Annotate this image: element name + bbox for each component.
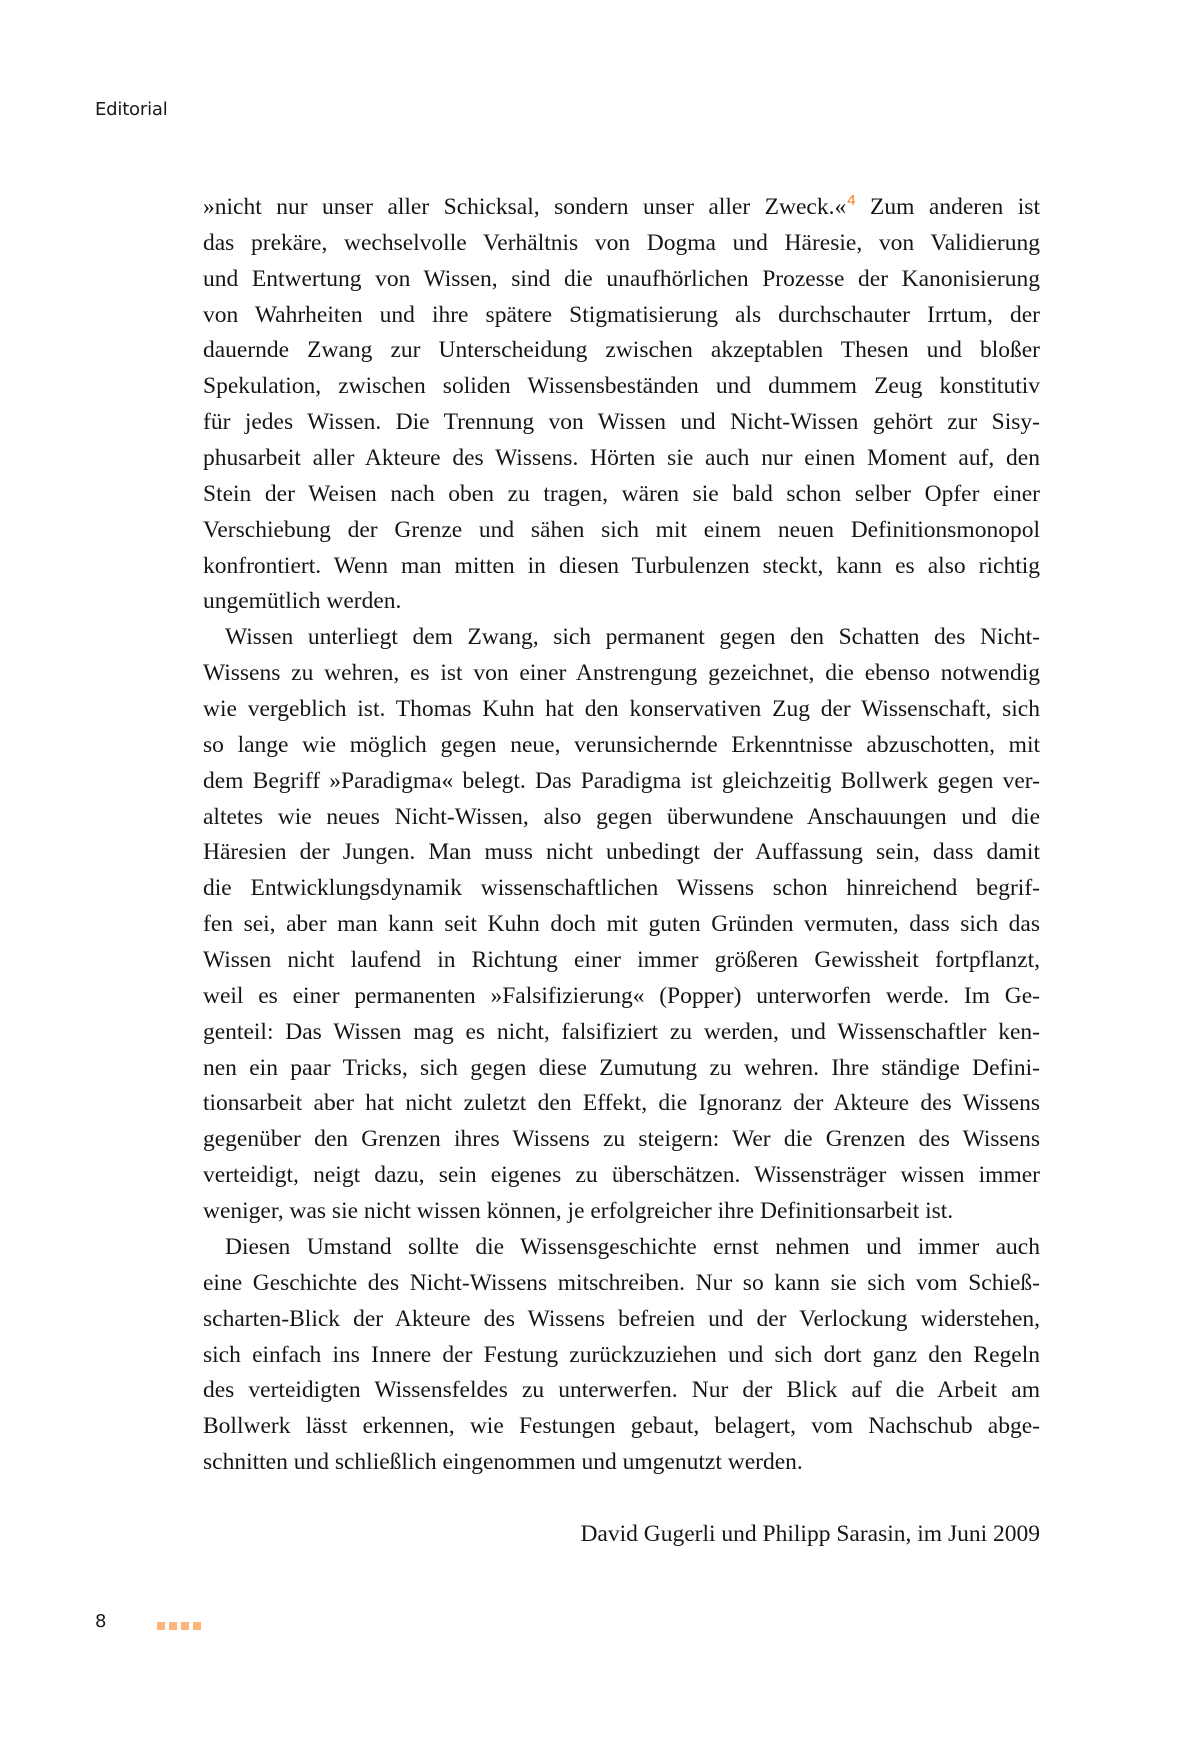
text-line: ungemütlich werden. (203, 588, 402, 615)
paragraph-3 (203, 1230, 1040, 1481)
text-line: nen ein paar Tricks, sich gegen diese Zumutung zu wehren. Ihre ständige Defini- (203, 1054, 1040, 1081)
text-line: weniger, was sie nicht wissen können, je erfolgreicher ihre Definitionsarbeit ist. (203, 1198, 954, 1225)
text-line: und Entwertung von Wissen, sind die unaufhörlichen Prozesse der Kanonisierung (203, 265, 1040, 292)
text-line: Wissen unterliegt dem Zwang, sich permanent gegen den Schatten des Nicht- (225, 624, 1040, 651)
text-line: gegenüber den Grenzen ihres Wissens zu steigern: Wer die Grenzen des Wissens (203, 1126, 1040, 1153)
text-line: Wissen nicht laufend in Richtung einer immer größeren Gewissheit fortpflanzt, (203, 947, 1040, 974)
paragraph-2 (203, 620, 1040, 1230)
text-line: scharten-Blick der Akteure des Wissens befreien und der Verlockung widerstehen, (203, 1305, 1040, 1332)
text-line: dem Begriff »Paradigma« belegt. Das Paradigma ist gleichzeitig Bollwerk gegen ver- (203, 767, 1040, 794)
square-icon (169, 1622, 177, 1630)
text-line: Bollwerk lässt erkennen, wie Festungen gebaut, belagert, vom Nachschub abge- (203, 1413, 1040, 1440)
text-line: dauernde Zwang zur Unterscheidung zwischen akzeptablen Thesen und bloßer (203, 337, 1040, 364)
text-line: Diesen Umstand sollte die Wissensgeschichte ernst nehmen und immer auch (225, 1233, 1040, 1260)
square-icon (157, 1622, 165, 1630)
text-line: altetes wie neues Nicht-Wissen, also gegen überwundene Anschauungen und die (203, 803, 1040, 830)
text-line: tionsarbeit aber hat nicht zuletzt den Effekt, die Ignoranz der Akteure des Wissens (203, 1090, 1040, 1117)
square-icon (181, 1622, 189, 1630)
text-line: für jedes Wissen. Die Trennung von Wissen und Nicht-Wissen gehört zur Sisy- (203, 409, 1040, 436)
square-icon (193, 1622, 201, 1630)
text-segment: Zum anderen ist (855, 194, 1040, 220)
text-line: Häresien der Jungen. Man muss nicht unbedingt der Auffassung sein, dass damit (203, 839, 1040, 866)
text-line: Verschiebung der Grenze und sähen sich mit einem neuen Definitionsmonopol (203, 516, 1040, 543)
text-line: die Entwicklungsdynamik wissenschaftlichen Wissens schon hinreichend begrif- (203, 875, 1040, 902)
text-line: schnitten und schließlich eingenommen und umgenutzt werden. (203, 1449, 803, 1476)
running-head: Editorial (95, 99, 168, 120)
text-line: weil es einer permanenten »Falsifizierung« (Popper) unterworfen werde. Im Ge- (203, 982, 1040, 1009)
text-line: sich einfach ins Innere der Festung zurückzuziehen und sich dort ganz den Regeln (203, 1341, 1040, 1368)
text-line: eine Geschichte des Nicht-Wissens mitschreiben. Nur so kann sie sich vom Schieß- (203, 1269, 1040, 1296)
text-line: phusarbeit aller Akteure des Wissens. Hörten sie auch nur einen Moment auf, den (203, 445, 1040, 472)
text-line: wie vergeblich ist. Thomas Kuhn hat den konservativen Zug der Wissenschaft, sich (203, 696, 1040, 723)
text-line (203, 190, 1040, 226)
text-line: das prekäre, wechselvolle Verhältnis von Dogma und Häresie, von Validierung (203, 229, 1040, 256)
text-line: verteidigt, neigt dazu, sein eigenes zu überschätzen. Wissensträger wissen immer (203, 1162, 1040, 1189)
footnote-reference[interactable]: 4 (847, 192, 856, 209)
page-number: 8 (95, 1611, 107, 1632)
folio-mark (157, 1622, 201, 1630)
text-line: des verteidigten Wissensfeldes zu unterwerfen. Nur der Blick auf die Arbeit am (203, 1377, 1040, 1404)
text-line: genteil: Das Wissen mag es nicht, falsifiziert zu werden, und Wissenschaftler ken- (203, 1018, 1040, 1045)
text-line: konfrontiert. Wenn man mitten in diesen Turbulenzen steckt, kann es also richtig (203, 552, 1040, 579)
text-line: Wissens zu wehren, es ist von einer Anstrengung gezeichnet, die ebenso notwendig (203, 660, 1040, 687)
text-segment: »nicht nur unser aller Schicksal, sondern unser aller Zweck.« (203, 194, 847, 220)
text-line: Stein der Weisen nach oben zu tragen, wären sie bald schon selber Opfer einer (203, 480, 1040, 507)
text-line: Spekulation, zwischen soliden Wissensbeständen und dummem Zeug konstitutiv (203, 373, 1040, 400)
text-line: fen sei, aber man kann seit Kuhn doch mit guten Gründen vermuten, dass sich das (203, 911, 1040, 938)
paragraph-1 (203, 190, 1040, 620)
body-text (203, 190, 1040, 1481)
signature: David Gugerli und Philipp Sarasin, im Juni 2009 (580, 1521, 1040, 1547)
text-line: so lange wie möglich gegen neue, verunsichernde Erkenntnisse abzuschotten, mit (203, 731, 1040, 758)
text-line: von Wahrheiten und ihre spätere Stigmatisierung als durchschauter Irrtum, der (203, 301, 1040, 328)
